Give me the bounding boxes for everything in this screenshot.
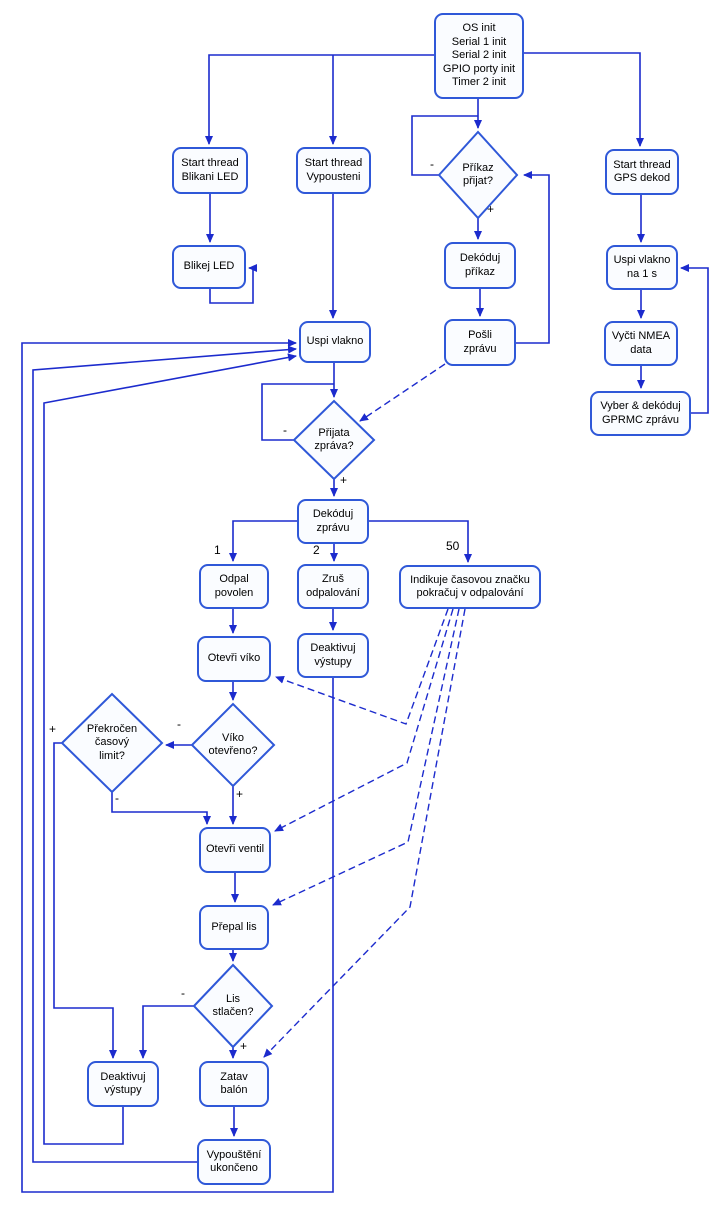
edge-osinit-gps [523, 53, 640, 146]
node-prijata-zprava-shape [294, 401, 374, 479]
edge-label-prekrocen-no: - [115, 791, 119, 805]
node-uspi-vlakno-label: Uspi vlakno [306, 335, 364, 348]
edge-label-prikaz-yes: + [487, 202, 495, 216]
edge-posli-prikaz [515, 175, 549, 343]
node-uspi-1s-shape [607, 246, 677, 289]
node-viko-otevreno-label: Víko otevřeno? [208, 731, 258, 757]
edge-label-prijata-no: - [283, 423, 287, 437]
edge-label-prikaz-no: - [430, 157, 434, 171]
edge-prekrocenno-ventil [112, 792, 207, 824]
node-posli-zpravu-label: Pošli zprávu [463, 329, 497, 355]
node-gprmc-label: Vyber & dekóduj GPRMC zprávu [600, 400, 681, 426]
node-uspi-1s-label: Uspi vlakno na 1 s [613, 254, 671, 280]
node-posli-zpravu-shape [445, 320, 515, 365]
node-dekoduj-prikaz-shape [445, 243, 515, 288]
edge-posli-prijata-dashed [360, 364, 445, 421]
node-start-vypousteni-shape [297, 148, 370, 193]
node-vypousteni-ukonceno-label: Vypouštění ukončeno [206, 1148, 262, 1174]
node-blikej-led-shape [173, 246, 245, 288]
node-uspi-vlakno-shape [300, 322, 370, 362]
node-vycti-nmea-label: Vyčti NMEA data [611, 330, 671, 356]
node-lis-stlacen-shape [194, 965, 272, 1047]
edge-label-viko-no: - [177, 717, 181, 731]
node-start-blikani-shape [173, 148, 247, 193]
node-prepal-lis-shape [200, 906, 268, 949]
node-start-blikani-label: Start thread Blikani LED [181, 157, 239, 183]
edge-label-branch-50: 50 [446, 539, 460, 553]
node-otevri-ventil-label: Otevři ventil [205, 843, 265, 856]
node-dekoduj-prikaz-label: Dekóduj příkaz [459, 252, 501, 278]
node-odpal-povolen-shape [200, 565, 268, 608]
node-lis-stlacen-label: Lis stlačen? [212, 992, 254, 1018]
node-indikuje-label: Indikuje časovou značku pokračuj v odpalování [410, 573, 530, 599]
node-blikej-led-label: Blikej LED [183, 260, 235, 273]
edge-label-branch-1: 1 [214, 543, 221, 557]
node-odpal-povolen-label: Odpal povolen [214, 573, 254, 599]
node-zrus-odpalovani-label: Zruš odpalování [306, 573, 360, 599]
node-vypousteni-ukonceno-shape [198, 1140, 270, 1184]
node-prepal-lis-label: Přepal lis [211, 920, 257, 933]
node-indikuje-shape [400, 566, 540, 608]
edge-label-lis-yes: + [240, 1039, 248, 1053]
node-dekoduj-zpravu-label: Dekóduj zprávu [312, 508, 354, 534]
edge-label-lis-no: - [181, 986, 185, 1000]
edge-label-prijata-yes: + [340, 473, 348, 487]
node-start-gps-label: Start thread GPS dekod [613, 158, 671, 184]
node-deaktivuj-2-shape [88, 1062, 158, 1106]
node-shapes [62, 14, 690, 1184]
edge-label-branch-2: 2 [313, 543, 320, 557]
edge-label-viko-yes: + [236, 787, 244, 801]
node-deaktivuj-2-label: Deaktivuj výstupy [100, 1070, 146, 1096]
node-deaktivuj-1-shape [298, 634, 368, 677]
node-gprmc-shape [591, 392, 690, 435]
dashed-edges [264, 364, 465, 1057]
node-otevri-viko-label: Otevři víko [207, 652, 261, 665]
edge-deaktivuj1-uspi [22, 343, 333, 1192]
node-os-init-shape [435, 14, 523, 98]
node-deaktivuj-1-label: Deaktivuj výstupy [310, 642, 356, 668]
node-otevri-ventil-shape [200, 828, 270, 872]
node-prekrocen-shape [62, 694, 162, 792]
node-prijata-zprava-label: Přijata zpráva? [314, 426, 354, 452]
solid-edges [22, 53, 708, 1192]
edge-prekrocenyes-deaktivuj2 [54, 743, 113, 1058]
node-os-init-label: OS init Serial 1 init Serial 2 init GPIO porty init Timer 2 init [442, 22, 516, 89]
edge-gprmc-uspi1s [681, 268, 708, 413]
edge-branch1 [233, 521, 298, 561]
node-dekoduj-zpravu-shape [298, 500, 368, 543]
node-start-gps-shape [606, 150, 678, 194]
node-prekrocen-label: Překročen časový limit? [86, 722, 138, 762]
edge-lisno-deaktivuj2 [143, 1006, 194, 1058]
edge-label-prekrocen-yes: + [49, 722, 57, 736]
node-vycti-nmea-shape [605, 322, 677, 365]
edge-osinit-blikani [209, 55, 435, 144]
node-prikaz-prijat-label: Příkaz přijat? [462, 161, 494, 187]
node-prikaz-prijat-shape [439, 132, 517, 218]
node-zatav-balon-label: Zatav balón [220, 1070, 248, 1096]
node-zrus-odpalovani-shape [298, 565, 368, 608]
node-start-vypousteni-label: Start thread Vypousteni [304, 157, 363, 183]
node-otevri-viko-shape [198, 637, 270, 681]
node-zatav-balon-shape [200, 1062, 268, 1106]
node-viko-otevreno-shape [192, 704, 274, 786]
